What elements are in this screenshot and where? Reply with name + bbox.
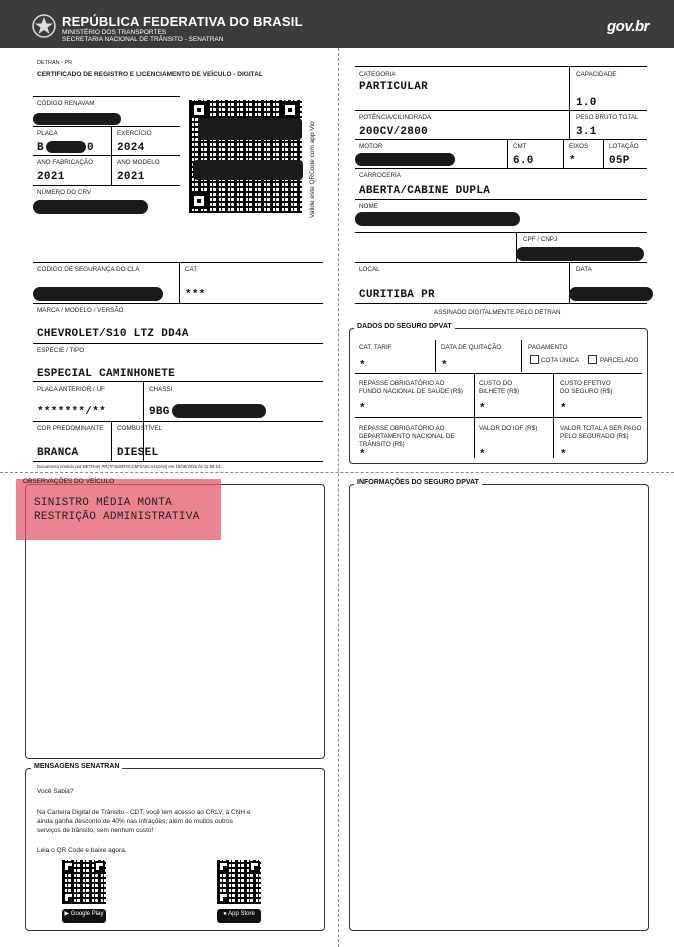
document-emission-note: Documento emitido por DETRAN PR(7F1509F0CC5F0A8CA410A8) em 16/08/2025 às 11:56:14. [37,464,222,469]
peso-value: 3.1 [576,126,597,138]
coat-of-arms-icon [32,14,56,38]
data-label: DATA [576,266,592,273]
renavam-redacted [33,113,121,125]
issuer: DETRAN - PR [37,60,73,66]
chassi-value: 9BG [149,406,170,418]
placa-value-start: B [37,142,44,154]
local-value: CURITIBA PR [359,289,435,301]
parcelado-checkbox[interactable] [588,355,597,364]
mensagem-p3: Leia o QR Code e baixe agora. [37,847,127,854]
qr-finder-icon [191,102,207,118]
cmt-value: 6.0 [513,155,534,167]
cpf-label: CPF / CNPJ [523,236,558,243]
placa-anterior-label: PLACA ANTERIOR / UF [37,386,105,393]
pagamento-label: PAGAMENTO [528,344,568,351]
validation-qr-code [189,100,302,213]
mensagem-p2-3: serviços de trânsito, sem nenhum custo! [37,827,154,834]
ano-modelo-label: ANO MODELO [117,159,160,166]
observacoes-title: OBSERVAÇÕES DO VEÍCULO [23,478,115,485]
document-title: CERTIFICADO DE REGISTRO E LICENCIAMENTO DE VEÍCULO - DIGITAL [37,71,263,78]
cla-redacted [33,287,163,301]
custo-efetivo-label-2: DO SEGURO (R$) [560,388,613,395]
ano-fabricacao-value: 2021 [37,171,65,183]
info-dpvat-title: INFORMAÇÕES DO SEGURO DPVAT [354,479,482,486]
qr-finder-icon [63,892,74,903]
ministry-name: MINISTÉRIO DOS TRANSPORTES [62,29,167,36]
cut-line-vertical [338,48,339,947]
custo-bilhete-label-1: CUSTO DO [479,380,513,387]
motor-label: MOTOR [359,143,383,150]
combustivel-value: DIESEL [117,447,159,459]
local-label: LOCAL [359,266,380,273]
cla-label: CÓDIGO DE SEGURANÇA DO CLA [37,266,140,273]
capacidade-value: 1.0 [576,97,597,109]
secretariat-name: SECRETARIA NACIONAL DE TRÂNSITO - SENATRAN [62,36,224,43]
apple-icon: ● [223,911,227,917]
placa-anterior-value: *******/** [37,406,107,418]
ano-modelo-value: 2021 [117,171,145,183]
repasse-dnt-label-1: REPASSE OBRIGATÓRIO AO [359,425,445,432]
qr-finder-icon [191,193,207,209]
mensagem-p2-1: Na Carteira Digital de Trânsito - CDT, você tem acesso ao CRLV, à CNH e [37,809,251,816]
mensagem-p1: Você Sabia? [37,788,74,795]
country-title: REPÚBLICA FEDERATIVA DO BRASIL [62,14,303,29]
repasse-dnt-label-2: DEPARTAMENTO NACIONAL DE [359,433,455,440]
especie-value: ESPECIAL CAMINHONETE [37,368,176,380]
motor-redacted [355,153,455,166]
google-play-label: Google Play [70,911,104,917]
assinado-note: ASSINADO DIGITALMENTE PELO DETRAN [434,309,561,316]
data-redacted [569,287,653,301]
custo-efetivo-label-1: CUSTO EFETIVO [560,380,611,387]
cat-tarif-value: * [359,360,366,372]
cota-unica-label: COTA ÚNICA [541,357,580,364]
observacao-line-1: SINISTRO MÉDIA MONTA [34,497,173,509]
marca-value: CHEVROLET/S10 LTZ DD4A [37,328,189,340]
placa-value-end: 0 [87,142,94,154]
repasse-dnt-value: * [359,449,366,461]
qr-finder-icon [63,861,74,872]
nome-label: NOME [359,203,378,210]
cmt-label: CMT [513,143,527,150]
renavam-label: CÓDIGO RENAVAM [37,100,95,107]
qr-finder-icon [282,102,298,118]
placa-label: PLACA [37,130,58,137]
repasse-fns-value: * [359,403,366,415]
cat-label: CAT [185,266,198,273]
total-label-1: VALOR TOTAL A SER PAGO [560,425,642,432]
total-label-2: PELO SEGURADO (R$) [560,433,629,440]
repasse-fns-label-1: REPASSE OBRIGATÓRIO AO [359,380,445,387]
cat-tarif-label: CAT. TARIF [359,344,392,351]
potencia-label: POTÊNCIA/CILINDRADA [359,114,432,121]
especie-label: ESPÉCIE / TIPO [37,347,85,354]
observacao-line-2: RESTRIÇÃO ADMINISTRATIVA [34,511,200,523]
govbr-logo: gov.br [607,18,650,35]
cut-line-horizontal [0,472,674,473]
nome-redacted [355,212,520,226]
custo-bilhete-label-2: BILHETE (R$) [479,388,520,395]
data-quitacao-value: * [441,360,448,372]
parcelado-label: PARCELADO [600,357,639,364]
carroceria-label: CARROCERIA [359,172,401,179]
repasse-dnt-label-3: TRÂNSITO (R$) [359,441,405,448]
qr-caption: Valide este QRCode com app Vio [309,121,316,218]
info-dpvat-box [349,484,649,931]
cor-value: BRANCA [37,447,79,459]
custo-efetivo-value: * [560,403,567,415]
app-store-badge[interactable] [217,909,261,923]
lotacao-label: LOTAÇÃO [609,143,639,150]
cor-label: COR PREDOMINANTE [37,425,104,432]
mensagens-title: MENSAGENS SENATRAN [31,763,122,770]
exercicio-label: EXERCÍCIO [117,130,152,137]
cota-unica-checkbox[interactable] [530,355,539,364]
eixos-value: * [569,155,576,167]
placa-redacted [46,141,86,153]
categoria-label: CATEGORIA [359,71,396,78]
ano-fabricacao-label: ANO FABRICAÇÃO [37,159,93,166]
categoria-value: PARTICULAR [359,81,429,93]
qr-finder-icon [249,861,260,872]
exercicio-value: 2024 [117,142,145,154]
qr-redacted-2 [193,160,303,180]
lotacao-value: 05P [609,155,630,167]
chassi-redacted [172,404,266,418]
qr-finder-icon [94,861,105,872]
custo-bilhete-value: * [479,403,486,415]
carroceria-value: ABERTA/CABINE DUPLA [359,185,491,197]
crv-redacted [33,200,148,214]
google-play-badge[interactable] [62,909,106,923]
qr-finder-icon [218,892,229,903]
data-quitacao-label: DATA DE QUITAÇÃO [441,344,502,351]
peso-label: PESO BRUTO TOTAL [576,114,639,121]
iof-value: * [479,449,486,461]
header-bar [0,0,674,48]
qr-redacted-1 [198,118,302,140]
google-play-icon: ▶ [64,911,70,917]
app-store-label: App Store [228,911,255,917]
iof-label: VALOR DO IOF (R$) [479,425,538,432]
qr-finder-icon [218,861,229,872]
combustivel-label: COMBUSTÍVEL [117,425,163,432]
eixos-label: EIXOS [569,143,589,150]
observacoes-highlight [16,479,221,540]
dpvat-title: DADOS DO SEGURO DPVAT [354,323,455,330]
app-store-qr-code[interactable] [217,860,261,904]
cpf-redacted [516,247,644,261]
cat-value: *** [185,289,206,301]
google-play-qr-code[interactable] [62,860,106,904]
total-value: * [560,449,567,461]
potencia-value: 200CV/2800 [359,126,429,138]
marca-label: MARCA / MODELO / VERSÃO [37,307,124,314]
repasse-fns-label-2: FUNDO NACIONAL DE SAÚDE (R$) [359,388,464,395]
capacidade-label: CAPACIDADE [576,71,617,78]
mensagem-p2-2: ainda ganha desconto de 40% nas infrações, além de muitos outros [37,818,233,825]
crv-label: NÚMERO DO CRV [37,189,92,196]
chassi-label: CHASSI [149,386,173,393]
